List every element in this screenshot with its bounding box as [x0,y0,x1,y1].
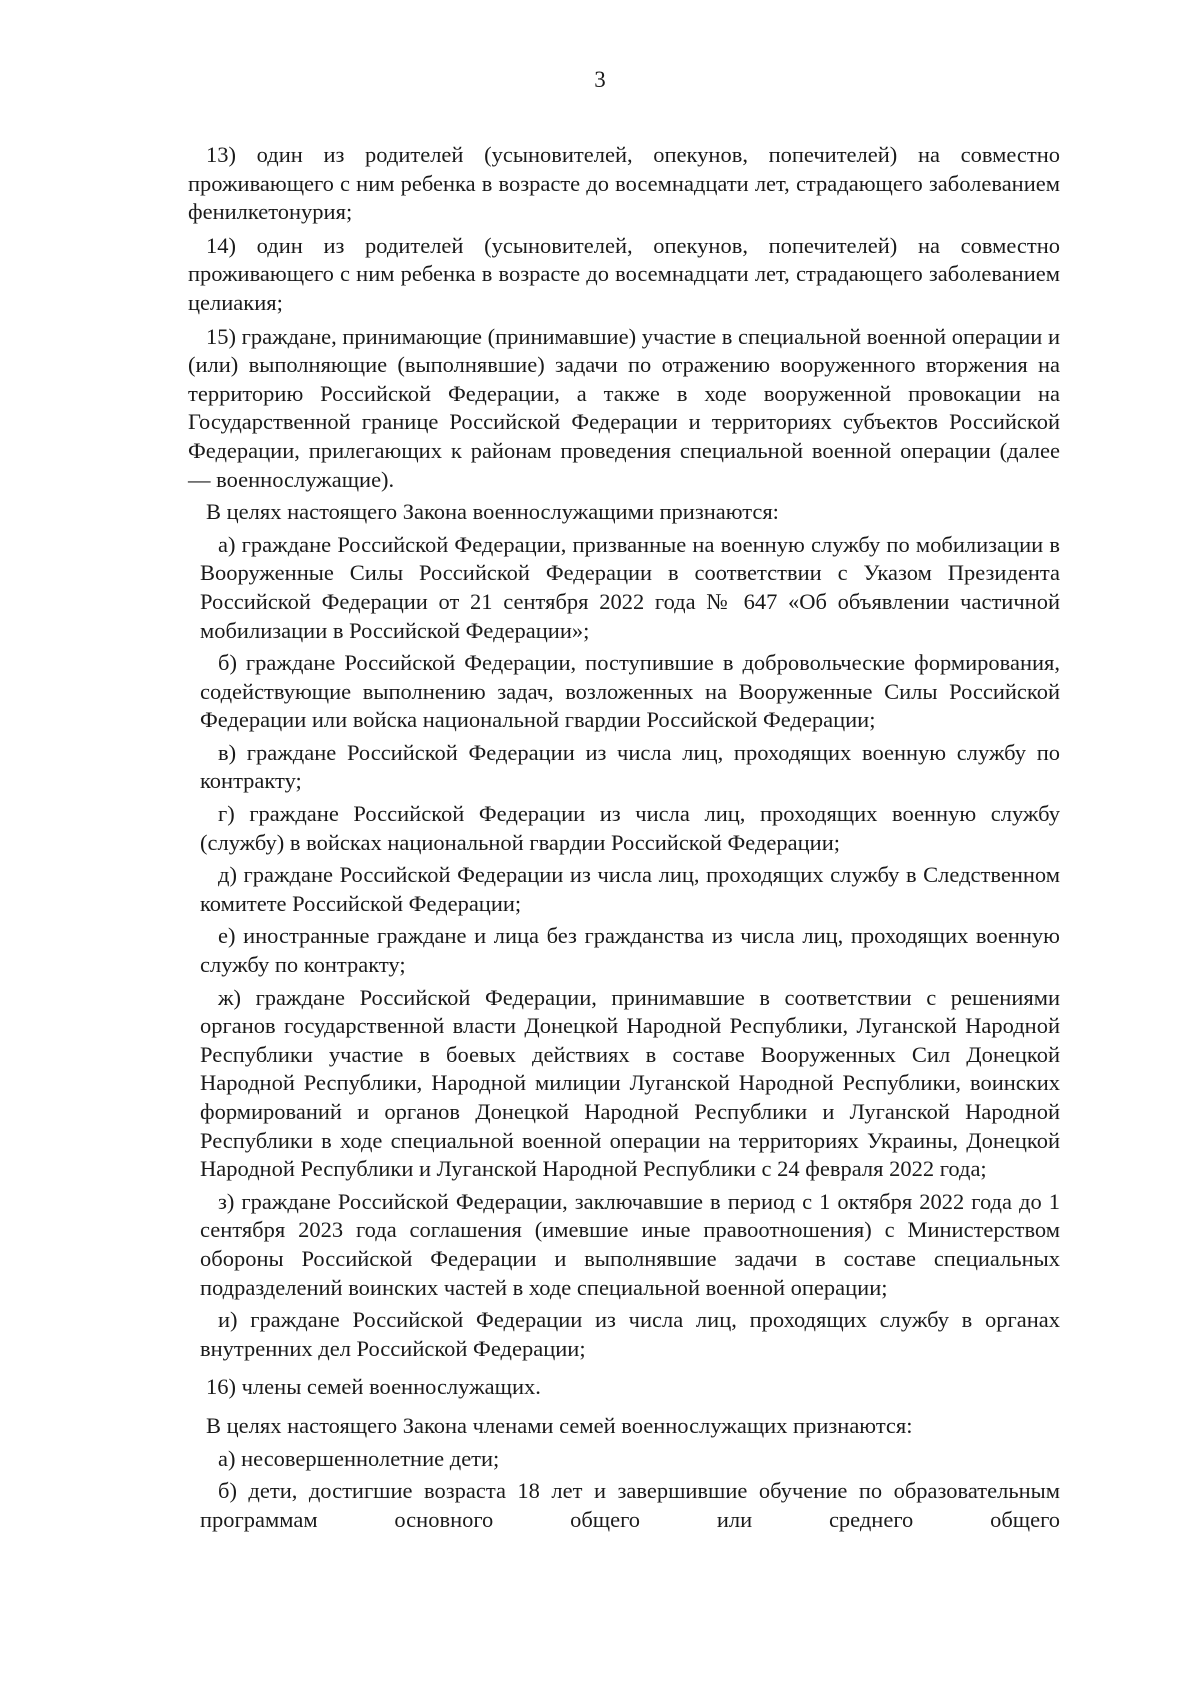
subitem-e-foreign-citizens: е) иностранные граждане и лица без гражданства из числа лиц, проходящих военную службу по контракту; [200,923,1060,978]
subitem-g-national-guard: г) граждане Российской Федерации из числа лиц, проходящих военную службу (службу) в войсках национальной гвардии Российской Федерации; [200,801,1060,855]
page-number: 3 [594,67,606,92]
subitem-zh-dnr-lnr: ж) граждане Российской Федерации, принимавшие в соответствии с решениями органов государственной власти Донецкой Народной Республики, Луганской Народной Республики участие в боевых действиях в составе Вооруженных Сил Донецкой Народной Республики, Народной милиции Луганской Народной Республики, воинских формирований и органов Донецкой Народной Республики и Луганской Народной Республики в ходе специальной военной операции на территориях Украины, Донецкой Народной Республики и Луганской Народной Республики с 24 февраля 2022 года; [200,984,1060,1182]
item-16-paragraph: 16) члены семей военнослужащих. [206,1374,541,1400]
subitem-a-minor-children: а) несовершеннолетние дети; [218,1445,500,1471]
item-13-paragraph: 13) один из родителей (усыновителей, опекунов, попечителей) на совместно проживающего с ним ребенка в возрасте до восемнадцати лет, страдающего заболеванием фенилкетонурия; [188,142,1060,225]
subitem-v-contract: в) граждане Российской Федерации из числа лиц, проходящих военную службу по контракту; [200,739,1060,794]
subitem-d-investigative-committee: д) граждане Российской Федерации из числа лиц, проходящих службу в Следственном комитете Российской Федерации; [200,862,1060,916]
item-14-paragraph: 14) один из родителей (усыновителей, опекунов, попечителей) на совместно проживающего с ним ребенка в возрасте до восемнадцати лет, страдающего заболеванием целиакия; [188,232,1060,315]
item-15-paragraph: 15) граждане, принимающие (принимавшие) участие в специальной военной операции и (или) выполняющие (выполнявшие) задачи по отражению вооруженного вторжения на территорию Российской Федерации, а также в ходе вооруженной провокации на Государственной границе Российской Федерации и территориях субъектов Российской Федерации, прилегающих к районам проведения специальной военной операции (далее — военнослужащие). [188,323,1060,492]
servicemen-definition-intro: В целях настоящего Закона военнослужащими признаются: [206,499,779,525]
subitem-a-mobilized: а) граждане Российской Федерации, призванные на военную службу по мобилизации в Вооруженные Силы Российской Федерации в соответствии с Указом Президента Российской Федерации от 21 сентября 2022 года № 647 «Об объявлении частичной мобилизации в Российской Федерации»; [200,531,1060,643]
subitem-b-volunteers: б) граждане Российской Федерации, поступившие в добровольческие формирования, содействующие выполнению задач, возложенных на Вооруженные Силы Российской Федерации или войска национальной гвардии Российской Федерации; [200,650,1060,733]
subitem-i-internal-affairs: и) граждане Российской Федерации из числа лиц, проходящих службу в органах внутренних дел Российской Федерации; [200,1307,1060,1361]
subitem-z-special-units: з) граждане Российской Федерации, заключавшие в период с 1 октября 2022 года до 1 сентября 2023 года соглашения (имевшие иные правоотношения) с Министерством обороны Российской Федерации и выполнявшие задачи в составе специальных подразделений воинских частей в ходе специальной военной операции; [200,1188,1060,1300]
subitem-b-adult-children: б) дети, достигшие возраста 18 лет и завершившие обучение по образовательным программам основного общего или среднего общего [200,1478,1060,1532]
family-definition-intro: В целях настоящего Закона членами семей военнослужащих признаются: [206,1412,913,1438]
document-body [188,141,1060,1538]
